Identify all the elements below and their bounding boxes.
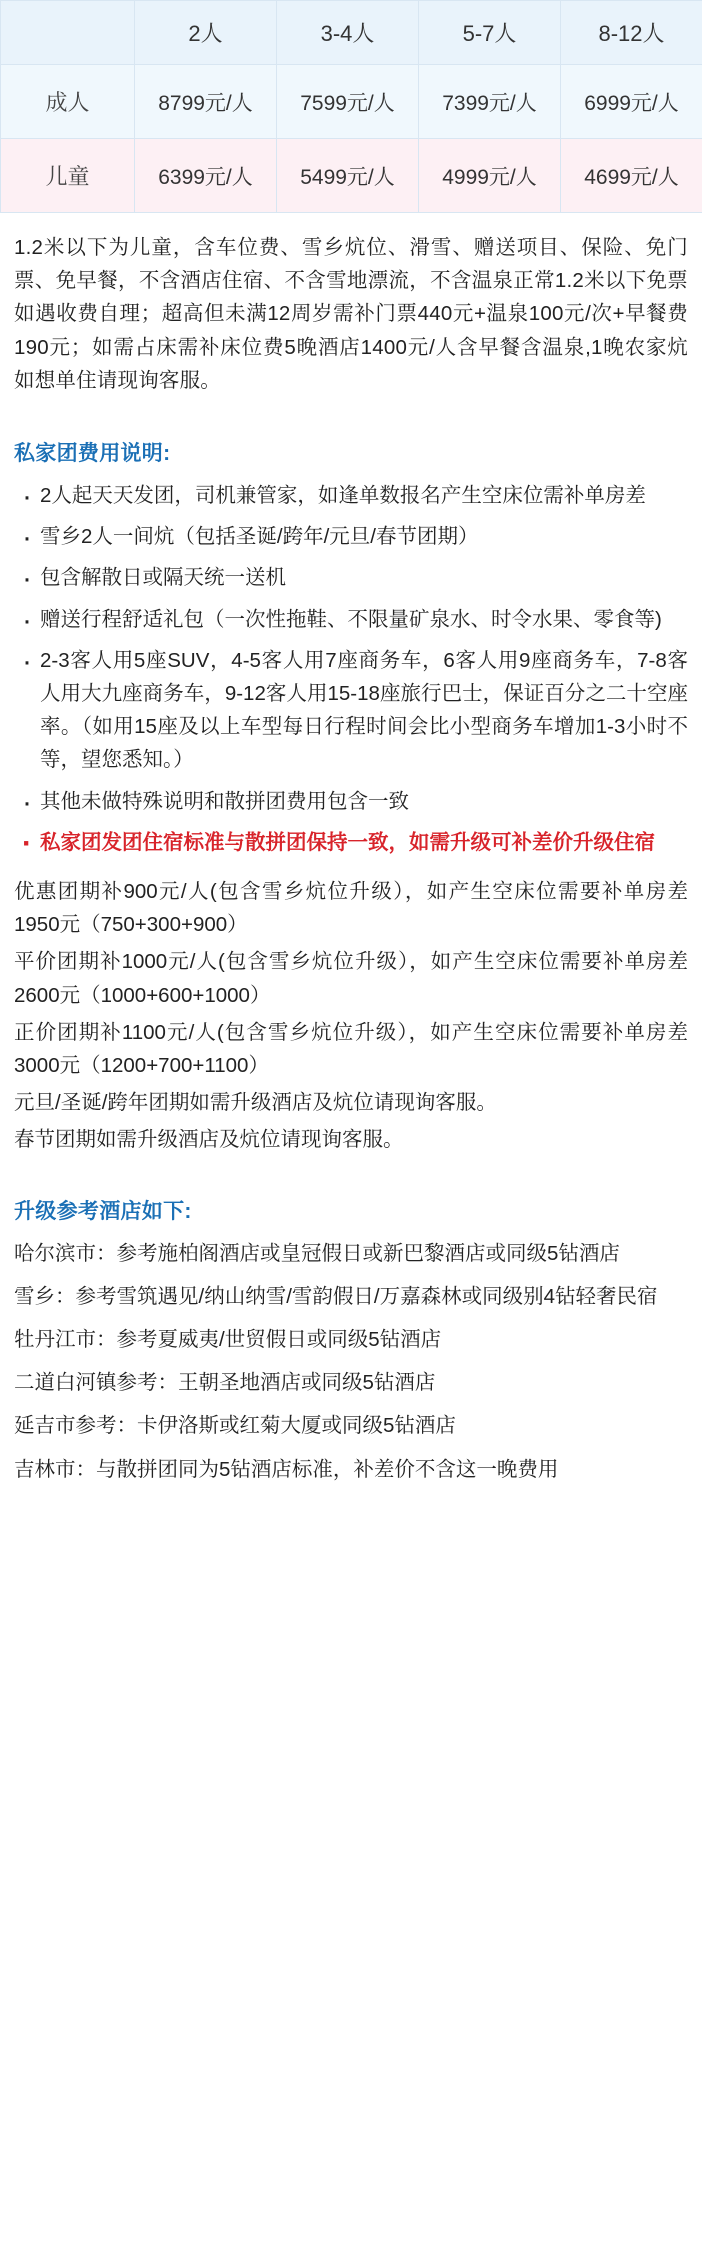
list-item: · 雪乡2人一间炕（包括圣诞/跨年/元旦/春节团期） — [14, 520, 688, 553]
supplement-discount-period: 优惠团期补900元/人(包含雪乡炕位升级），如产生空床位需要补单房差1950元（750+300+900） — [14, 880, 688, 937]
list-item: · 2人起天天发团，司机兼管家，如逢单数报名产生空床位需补单房差 — [14, 479, 688, 512]
document-content — [0, 213, 702, 1526]
price-child-8-12p: 4699元/人 — [561, 139, 702, 213]
upgrade-hotels-title: 升级参考酒店如下: — [14, 1199, 192, 1223]
spacer — [14, 867, 688, 875]
child-policy-paragraph: 1.2米以下为儿童，含车位费、雪乡炕位、滑雪、赠送项目、保险、免门票、免早餐，不含酒店住宿、不含雪地漂流，不含温泉正常1.2米以下免票如遇收费自理；超高但未满12周岁需补门票440元+温泉100元/次+早餐费190元；如需占床需补床位费5晚酒店1400元/人含早餐含温泉,1晚农家炕如想单住请现询客服。 — [14, 236, 688, 392]
private-group-list — [14, 479, 688, 859]
price-child-2p: 6399元/人 — [135, 139, 277, 213]
price-adult-8-12p: 6999元/人 — [561, 65, 702, 139]
table-corner-cell — [1, 1, 135, 65]
table-row-adult — [1, 65, 702, 139]
spacer — [14, 403, 688, 437]
hotel-line-harbin: 哈尔滨市：参考施柏阁酒店或皇冠假日或新巴黎酒店或同级5钻酒店 — [14, 1241, 620, 1265]
hotel-line-yanji: 延吉市参考：卡伊洛斯或红菊大厦或同级5钻酒店 — [14, 1414, 456, 1438]
price-adult-2p: 8799元/人 — [135, 65, 277, 139]
list-item-highlight: · 私家团发团住宿标准与散拼团保持一致，如需升级可补差价升级住宿 — [14, 826, 688, 859]
price-adult-5-7p: 7399元/人 — [419, 65, 561, 139]
price-adult-3-4p: 7599元/人 — [277, 65, 419, 139]
price-child-5-7p: 4999元/人 — [419, 139, 561, 213]
list-item: · 赠送行程舒适礼包（一次性拖鞋、不限量矿泉水、时令水果、零食等) — [14, 603, 688, 636]
column-header-3-4p: 3-4人 — [277, 1, 419, 65]
row-label-child: 儿童 — [1, 139, 135, 213]
table-header-row — [1, 1, 702, 65]
price-table — [0, 0, 702, 213]
column-header-2p: 2人 — [135, 1, 277, 65]
list-item: · 包含解散日或隔天统一送机 — [14, 561, 688, 594]
supplement-spring-festival-note: 春节团期如需升级酒店及炕位请现询客服。 — [14, 1128, 404, 1152]
supplement-standard-period: 平价团期补1000元/人(包含雪乡炕位升级），如产生空床位需要补单房差2600元（1000+600+1000） — [14, 950, 688, 1007]
row-label-adult: 成人 — [1, 65, 135, 139]
list-item: · 2-3客人用5座SUV，4-5客人用7座商务车，6客人用9座商务车，7-8客人用大九座商务车，9-12客人用15-18座旅行巴士，保证百分之二十空座率。（如用15座及以上车型每日行程时间会比小型商务车增加1-3小时不等，望您悉知。） — [14, 644, 688, 777]
hotel-line-erdaobaihe: 二道白河镇参考：王朝圣地酒店或同级5钻酒店 — [14, 1371, 436, 1395]
hotel-line-mudanjiang: 牡丹江市：参考夏威夷/世贸假日或同级5钻酒店 — [14, 1328, 442, 1352]
supplement-peak-period: 正价团期补1100元/人(包含雪乡炕位升级），如产生空床位需要补单房差3000元（1200+700+1100） — [14, 1020, 688, 1078]
hotel-line-jilin: 吉林市：与散拼团同为5钻酒店标准，补差价不含这一晚费用 — [14, 1457, 559, 1481]
list-item: · 其他未做特殊说明和散拼团费用包含一致 — [14, 785, 688, 818]
spacer — [14, 1161, 688, 1195]
table-row-child — [1, 139, 702, 213]
private-group-title: 私家团费用说明: — [14, 442, 171, 466]
price-child-3-4p: 5499元/人 — [277, 139, 419, 213]
supplement-holiday-note: 元旦/圣诞/跨年团期如需升级酒店及炕位请现询客服。 — [14, 1091, 497, 1115]
column-header-8-12p: 8-12人 — [561, 1, 702, 65]
price-table-body — [1, 65, 702, 213]
column-header-5-7p: 5-7人 — [419, 1, 561, 65]
hotel-line-xuexiang: 雪乡：参考雪筑遇见/纳山纳雪/雪韵假日/万嘉森林或同级别4钻轻奢民宿 — [14, 1284, 658, 1308]
price-table-head — [1, 1, 702, 65]
